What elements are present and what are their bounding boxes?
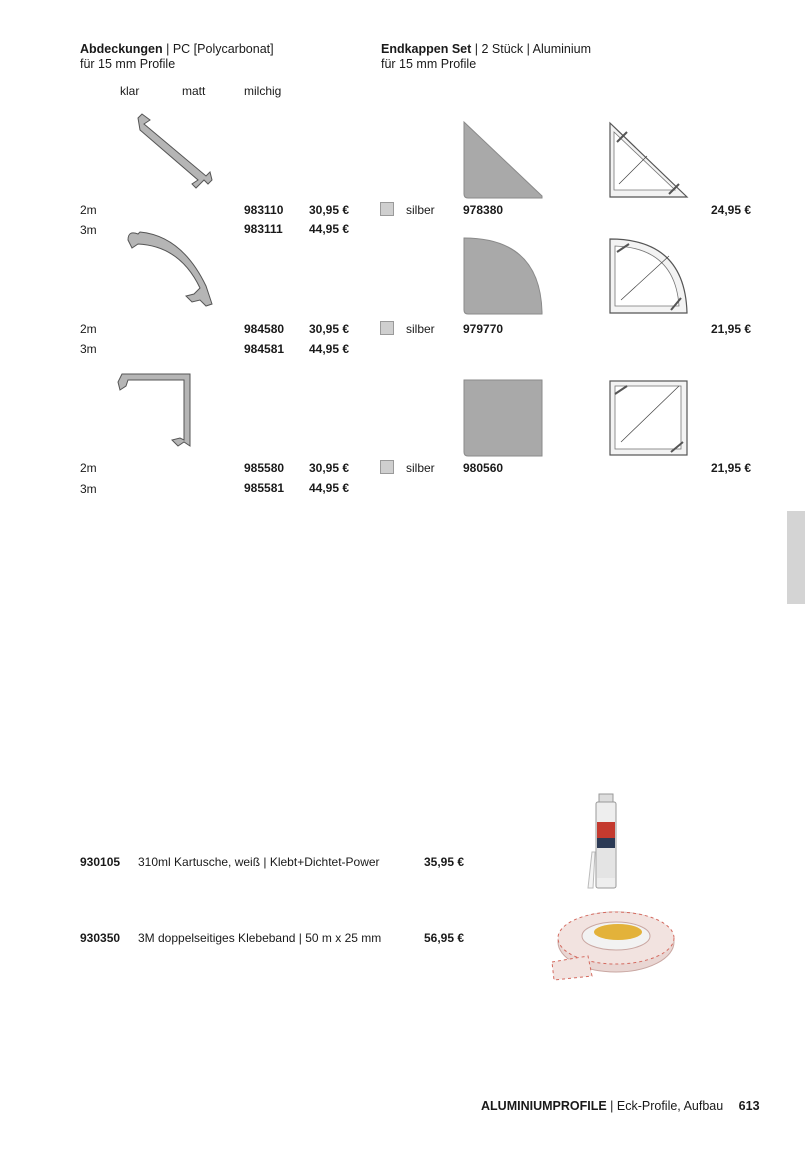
cover-profile-round-image <box>122 226 217 308</box>
cover-row-3-price: 30,95 € <box>309 322 350 336</box>
cover-row-6-code: 985581 <box>244 481 285 495</box>
endcap-round-drawing <box>607 236 689 316</box>
covers-header <box>80 42 274 72</box>
cover-row-5-length: 2m <box>80 461 97 475</box>
endcap-square-drawing <box>607 378 689 458</box>
cover-row-1-code: 983110 <box>244 203 284 217</box>
endcap-1-price: 24,95 € <box>711 203 752 217</box>
cover-row-2-code: 983111 <box>244 222 283 236</box>
cartridge-image <box>584 794 636 890</box>
cover-row-6-price: 44,95 € <box>309 481 350 495</box>
covers-title-suffix: | PC [Polycarbonat] <box>162 42 274 56</box>
cover-row-6-length: 3m <box>80 482 97 496</box>
cover-row-1-price: 30,95 € <box>309 203 350 217</box>
column-label-klar: klar <box>120 84 140 98</box>
cover-profile-diagonal-image <box>130 110 220 190</box>
cover-row-5-price: 30,95 € <box>309 461 350 475</box>
column-label-milchig: milchig <box>244 84 282 98</box>
endcap-1-code: 978380 <box>463 203 504 217</box>
cover-row-4-code: 984581 <box>244 342 285 356</box>
endcap-1-color-swatch <box>380 202 394 216</box>
page-footer <box>481 1099 760 1113</box>
endcap-triangle-image <box>462 120 544 200</box>
endcaps-subtitle: für 15 mm Profile <box>381 57 477 71</box>
page-number: 613 <box>738 1099 760 1113</box>
accessory-2-price: 56,95 € <box>424 931 465 945</box>
endcap-3-color-swatch <box>380 460 394 474</box>
page-side-tab <box>787 511 805 604</box>
endcap-3-price: 21,95 € <box>711 461 752 475</box>
tape-roll-image <box>548 906 674 982</box>
accessory-1-code: 930105 <box>80 855 121 869</box>
footer-section: ALUMINIUMPROFILE <box>481 1099 607 1113</box>
cover-row-5-code: 985580 <box>244 461 285 475</box>
endcap-1-color: silber <box>406 203 435 217</box>
endcaps-header <box>381 42 591 72</box>
cover-row-1-length: 2m <box>80 203 97 217</box>
endcap-square-image <box>462 378 544 458</box>
endcap-2-color: silber <box>406 322 435 336</box>
accessory-2-code: 930350 <box>80 931 121 945</box>
accessory-1-desc: 310ml Kartusche, weiß | Klebt+Dichtet-Power <box>138 855 380 869</box>
column-label-matt: matt <box>182 84 206 98</box>
cover-row-3-code: 984580 <box>244 322 285 336</box>
endcap-3-color: silber <box>406 461 435 475</box>
accessory-1-price: 35,95 € <box>424 855 465 869</box>
cover-row-2-price: 44,95 € <box>309 222 350 236</box>
cover-row-3-length: 2m <box>80 322 97 336</box>
endcap-2-price: 21,95 € <box>711 322 752 336</box>
footer-subsection: | Eck-Profile, Aufbau <box>606 1099 724 1113</box>
endcaps-title-suffix: | 2 Stück | Aluminium <box>471 42 592 56</box>
endcap-2-code: 979770 <box>463 322 504 336</box>
cover-row-4-price: 44,95 € <box>309 342 350 356</box>
endcap-2-color-swatch <box>380 321 394 335</box>
endcaps-title: Endkappen Set <box>381 42 472 56</box>
covers-subtitle: für 15 mm Profile <box>80 57 176 71</box>
endcap-round-image <box>462 236 544 316</box>
cover-profile-square-image <box>116 368 198 450</box>
cover-row-2-length: 3m <box>80 223 97 237</box>
accessory-2-desc: 3M doppelseitiges Klebeband | 50 m x 25 mm <box>138 931 382 945</box>
endcap-3-code: 980560 <box>463 461 504 475</box>
cover-row-4-length: 3m <box>80 342 97 356</box>
endcap-triangle-drawing <box>607 120 689 200</box>
covers-title: Abdeckungen <box>80 42 163 56</box>
